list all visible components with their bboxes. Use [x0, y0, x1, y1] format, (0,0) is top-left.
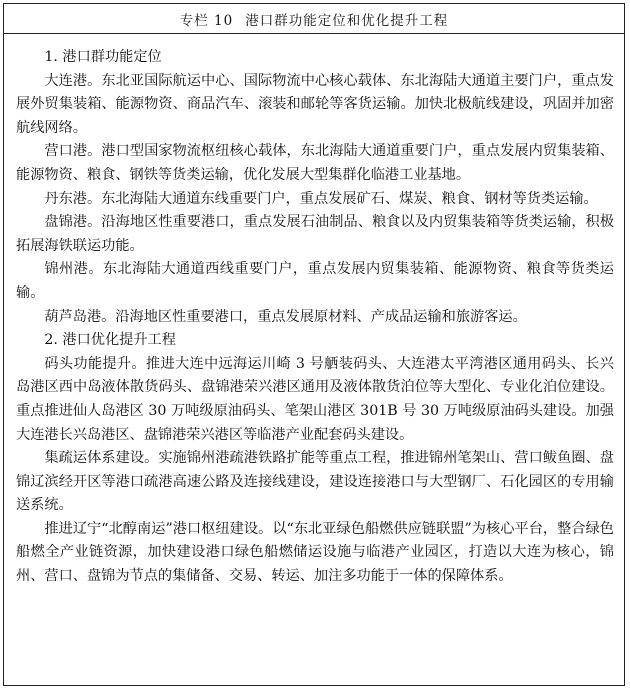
section-heading-2: 2. 港口优化提升工程: [44, 332, 176, 349]
paragraph-dandong-port: 丹东港。东北海陆大通道东线重要门户，重点发展矿石、煤炭、粮食、钢材等货类运输。: [44, 190, 598, 207]
column-title: 港口群功能定位和优化提升工程: [245, 12, 449, 29]
column-box: [3, 3, 625, 686]
section-heading-1: 1. 港口群功能定位: [44, 49, 162, 65]
paragraph-dalian-port: 大连港。东北亚国际航运中心、国际物流中心核心载体、东北海陆大通道主要门户，重点发展外贸集装箱、能源物资、商品汽车、滚装和邮轮等客货运输。加快北极航线建设，巩固并加密航线网络。: [16, 72, 614, 136]
paragraph-yingkou-port: 营口港。港口型国家物流枢纽核心载体，东北海陆大通道重要门户，重点发展内贸集装箱、能源物资、粮食、钢铁等货类运输，优化发展大型集群化临港工业基地。: [16, 143, 614, 183]
paragraph-wharf-upgrade: 码头功能提升。推进大连中远海运川崎 3 号舾装码头、大连港太平湾港区通用码头、长兴岛港区西中岛液体散货码头、盘锦港荣兴港区通用及液体散货泊位等大型化、专业化泊位建设。重点推进仙人岛港区 30 万吨级原油码头、笔架山港区 301B 号 30 万吨级原油码头建设。加强大连港长兴岛港区、盘锦港荣兴港区等临港产业配套码头建设。: [16, 355, 614, 443]
paragraph-collection-system: 集疏运体系建设。实施锦州港疏港铁路扩能等重点工程，推进锦州笔架山、营口鲅鱼圈、盘锦辽滨经开区等港口疏港高速公路及连接线建设，建设连接港口与大型钢厂、石化园区的专用输送系统。: [16, 450, 614, 514]
column-content: [4, 34, 624, 589]
column-title-bar: [4, 4, 624, 34]
paragraph-huludao-port: 葫芦岛港。沿海地区性重要港口，重点发展原材料、产成品运输和旅游客运。: [44, 308, 527, 325]
paragraph-methanol-hub: 推进辽宁“北醇南运”港口枢纽建设。以“东北亚绿色船燃供应链联盟”为核心平台，整合绿色船燃全产业链资源，加快建设港口绿色船燃储运设施与临港产业园区，打造以大连为核心，锦州、营口、盘锦为节点的集储备、交易、转运、加注多功能于一体的保障体系。: [16, 520, 614, 585]
paragraph-panjin-port: 盘锦港。沿海地区性重要港口，重点发展石油制品、粮食以及内贸集装箱等货类运输，积极拓展海铁联运功能。: [16, 214, 614, 254]
paragraph-jinzhou-port: 锦州港。东北海陆大通道西线重要门户，重点发展内贸集装箱、能源物资、粮食等货类运输。: [16, 261, 614, 301]
column-label: 专栏 10: [179, 12, 234, 29]
